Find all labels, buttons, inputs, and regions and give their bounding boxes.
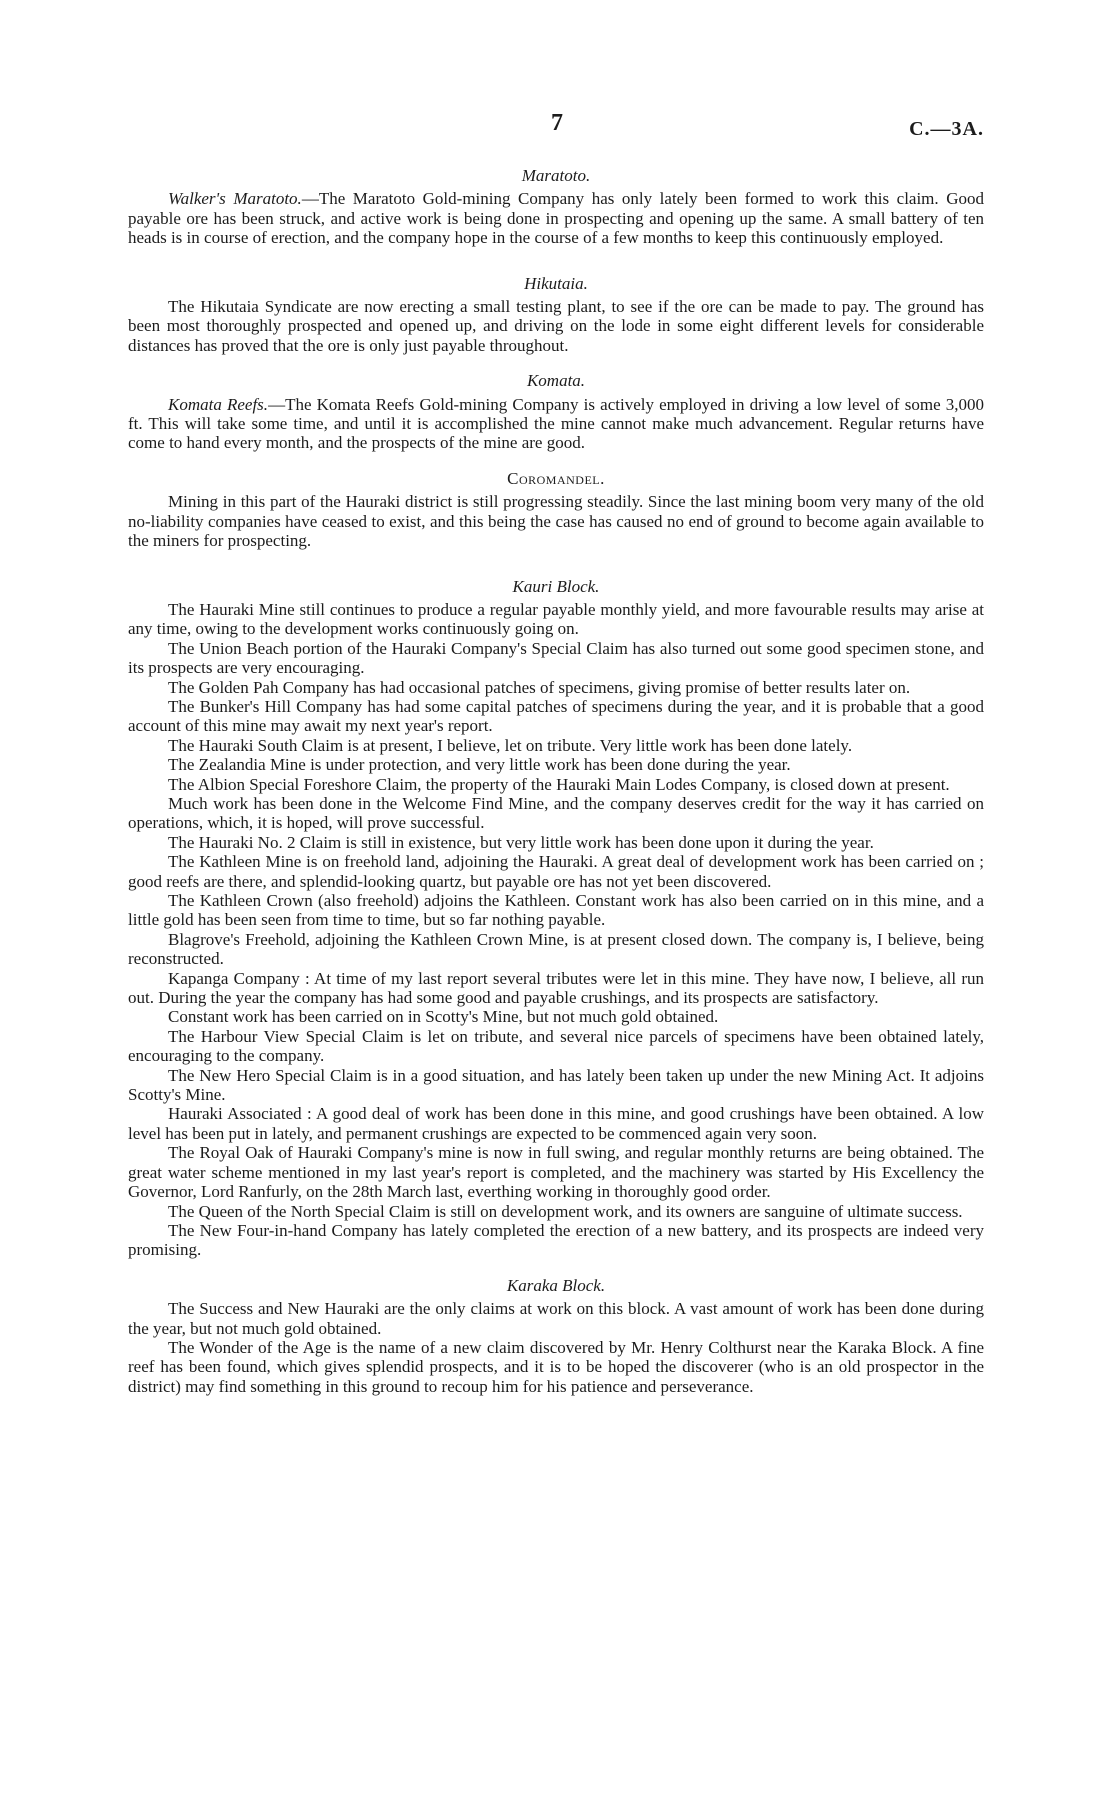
paragraph-lead: Komata Reefs.: [168, 394, 269, 414]
paragraph: Mining in this part of the Hauraki district is still progressing steadily. Since the last mining boom very many of the old no-liability companies have ceased to exist, and this being the case has caused no end of ground to become again available to the miners for prospecting.: [128, 492, 984, 551]
paragraph: The New Four-in-hand Company has lately completed the erection of a new battery, and its prospects are indeed very promising.: [128, 1220, 984, 1260]
paragraph: The Golden Pah Company has had occasional patches of specimens, giving promise of better results later on.: [168, 677, 911, 697]
section-heading-hikutaia: Hikutaia.: [524, 273, 588, 293]
paragraph-lead: Walker's Maratoto.: [168, 189, 302, 209]
section-heading-kauri-block: Kauri Block.: [512, 576, 600, 596]
paragraph: The Kathleen Crown (also freehold) adjoins the Kathleen. Constant work has also been carried on in this mine, and a little gold has been seen from time to time, but so far nothing payable.: [128, 891, 984, 930]
paragraph: [128, 189, 984, 247]
paragraph: The Queen of the North Special Claim is still on development work, and its owners are sanguine of ultimate success.: [168, 1201, 963, 1221]
paragraph-text: —The Komata Reefs Gold-mining Company is actively employed in driving a low level of some 3,000 ft. This will take some time, and until it is accomplished the mine cannot make much advancement. Regular returns have come to hand every month, and the prospects of the mine are good.: [128, 394, 985, 453]
paragraph: Kapanga Company : At time of my last report several tributes were let in this mine. They have now, I believe, all run out. During the year the company has had some good and payable crushings, and its prospects are satisfactory.: [128, 968, 984, 1008]
paragraph: The Union Beach portion of the Hauraki Company's Special Claim has also turned out some good specimen stone, and its prospects are very encouraging.: [128, 638, 984, 678]
document-reference: C.—3A.: [909, 118, 984, 140]
section-heading-coromandel: Coromandel.: [507, 468, 605, 488]
paragraph: Blagrove's Freehold, adjoining the Kathleen Crown Mine, is at present closed down. The company is, I believe, being reconstructed.: [128, 929, 984, 969]
paragraph: The Kathleen Mine is on freehold land, adjoining the Hauraki. A great deal of development work has been carried on ; good reefs are there, and splendid-looking quartz, but payable ore has not yet been discovered.: [128, 852, 984, 891]
paragraph: The Hauraki Mine still continues to produce a regular payable monthly yield, and more favourable results may arise at any time, owing to the development works continuously going on.: [128, 599, 984, 639]
paragraph: The Harbour View Special Claim is let on tribute, and several nice parcels of specimens have been obtained lately, encouraging to the company.: [128, 1026, 984, 1066]
paragraph: The Bunker's Hill Company has had some capital patches of specimens during the year, and it is probable that a good account of this mine may await my next year's report.: [128, 696, 984, 736]
paragraph: The Success and New Hauraki are the only claims at work on this block. A vast amount of work has been done during the year, but not much gold obtained.: [128, 1299, 984, 1338]
paragraph: The Wonder of the Age is the name of a new claim discovered by Mr. Henry Colthurst near the Karaka Block. A fine reef has been found, which gives splendid prospects, and it is to be hoped the discoverer (who is an old prospector in the district) may find something in this ground to recoup him for his patience and perseverance.: [128, 1337, 984, 1396]
paragraph: Much work has been done in the Welcome Find Mine, and the company deserves credit for the way it has carried on operations, which, it is hoped, will prove successful.: [128, 793, 984, 833]
section-heading-komata: Komata.: [526, 371, 586, 391]
paragraph: The Albion Special Foreshore Claim, the property of the Hauraki Main Lodes Company, is closed down at present.: [168, 774, 950, 794]
page-content: [128, 166, 984, 1396]
page-number: 7: [551, 110, 563, 136]
section-heading-karaka-block: Karaka Block.: [506, 1275, 606, 1295]
paragraph: The Hikutaia Syndicate are now erecting a small testing plant, to see if the ore can be made to pay. The ground has been most thoroughly prospected and opened up, and driving on the lode in some eight different levels for considerable distances has proved that the ore is only just payable throughout.: [128, 297, 984, 355]
paragraph: [128, 395, 984, 453]
paragraph-text: —The Maratoto Gold-mining Company has only lately been formed to work this claim. Good payable ore has been struck, and active work is being done in prospecting and opening up the same. A small battery of ten heads is in course of erection, and the company hope in the course of a few months to keep this continuously employed.: [128, 189, 984, 248]
paragraph: The Royal Oak of Hauraki Company's mine is now in full swing, and regular monthly returns are being obtained. The great water scheme mentioned in my last year's report is completed, and the machinery was started by His Excellency the Governor, Lord Ranfurly, on the 28th March last, everthing working in thoroughly good order.: [128, 1143, 984, 1202]
paragraph: The New Hero Special Claim is in a good situation, and has lately been taken up under the new Mining Act. It adjoins Scotty's Mine.: [128, 1065, 984, 1105]
paragraph: Hauraki Associated : A good deal of work has been done in this mine, and good crushings have been obtained. A low level has been put in lately, and permanent crushings are expected to be commenced again very soon.: [128, 1104, 984, 1143]
paragraph: The Zealandia Mine is under protection, and very little work has been done during the year.: [168, 755, 791, 775]
section-heading-maratoto: Maratoto.: [521, 166, 591, 185]
paragraph: Constant work has been carried on in Scotty's Mine, but not much gold obtained.: [168, 1007, 719, 1027]
paragraph: The Hauraki South Claim is at present, I believe, let on tribute. Very little work has been done lately.: [168, 735, 853, 755]
paragraph: The Hauraki No. 2 Claim is still in existence, but very little work has been done upon it during the year.: [168, 832, 874, 852]
